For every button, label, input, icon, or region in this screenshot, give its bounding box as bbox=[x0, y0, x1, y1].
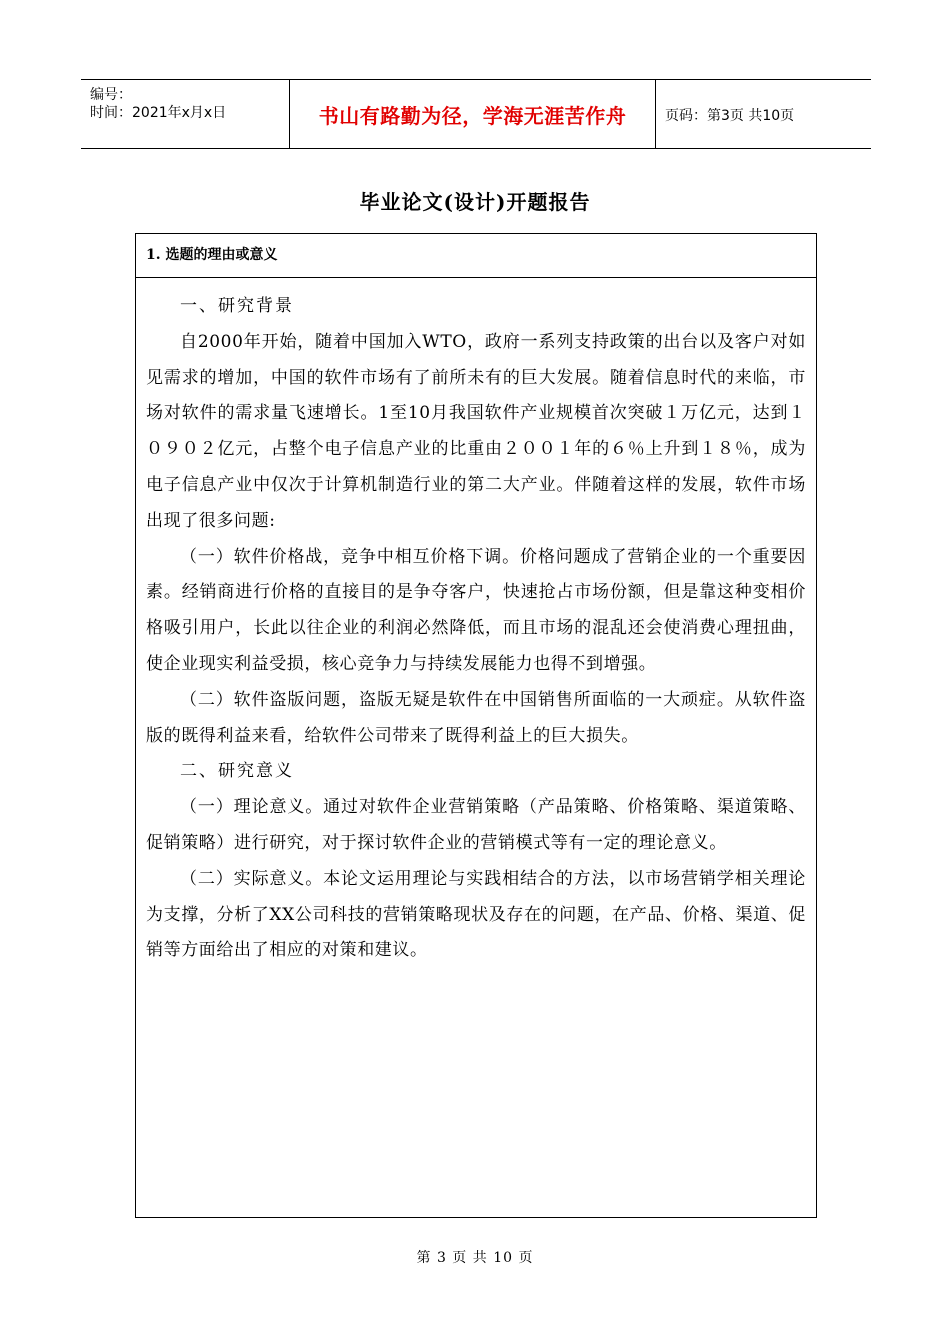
subheading-significance: 二、研究意义 bbox=[180, 761, 294, 782]
page-footer: 第 3 页 共 10 页 bbox=[416, 1250, 534, 1266]
header-page-number: 页码：第3页 共10页 bbox=[665, 108, 795, 124]
report-table bbox=[135, 233, 817, 1218]
paragraph-piracy: （二）软件盗版问题，盗版无疑是软件在中国销售所面临的一大顽症。从软件盗版的既得利益来看，给软件公司带来了既得利益上的巨大损失。 bbox=[146, 689, 806, 746]
document-number-label: 编号： bbox=[90, 87, 132, 103]
section-heading: 1. 选题的理由或意义 bbox=[136, 234, 816, 278]
page-header bbox=[81, 79, 871, 149]
report-title: 毕业论文(设计)开题报告 bbox=[359, 190, 591, 214]
section-body bbox=[136, 278, 816, 969]
paragraph-theory: （一）理论意义。通过对软件企业营销策略（产品策略、价格策略、渠道策略、促销策略）进行研究，对于探讨软件企业的营销模式等有一定的理论意义。 bbox=[146, 797, 806, 853]
paragraph-background: 自2000年开始，随着中国加入WTO，政府一系列支持政策的出台以及客户对如见需求的增加，中国的软件市场有了前所未有的巨大发展。随着信息时代的来临，市场对软件的需求量飞速增长。1至10月我国软件产业规模首次突破１万亿元，达到１０９０２亿元，占整个电子信息产业的比重由２００１年的６％上升到１８％，成为电子信息产业中仅次于计算机制造行业的第二大产业。伴随着这样的发展，软件市场出现了很多问题: bbox=[146, 331, 806, 531]
paragraph-practice: （二）实际意义。本论文运用理论与实践相结合的方法，以市场营销学相关理论为支撑，分析了XX公司科技的营销策略现状及存在的问题，在产品、价格、渠道、促销等方面给出了相应的对策和建议。 bbox=[146, 868, 806, 961]
subheading-background: 一、研究背景 bbox=[180, 296, 294, 316]
header-meta bbox=[90, 86, 226, 122]
document-time-label: 时间：2021年x月x日 bbox=[90, 105, 227, 121]
header-motto: 书山有路勤为径，学海无涯苦作舟 bbox=[289, 80, 656, 148]
paragraph-price-war: （一）软件价格战，竞争中相互价格下调。价格问题成了营销企业的一个重要因素。经销商进行价格的直接目的是争夺客户，快速抢占市场份额，但是靠这种变相价格吸引用户，长此以往企业的利润必然降低，而且市场的混乱还会使消费心理扭曲，使企业现实利益受损，核心竞争力与持续发展能力也得不到增强。 bbox=[146, 546, 806, 674]
